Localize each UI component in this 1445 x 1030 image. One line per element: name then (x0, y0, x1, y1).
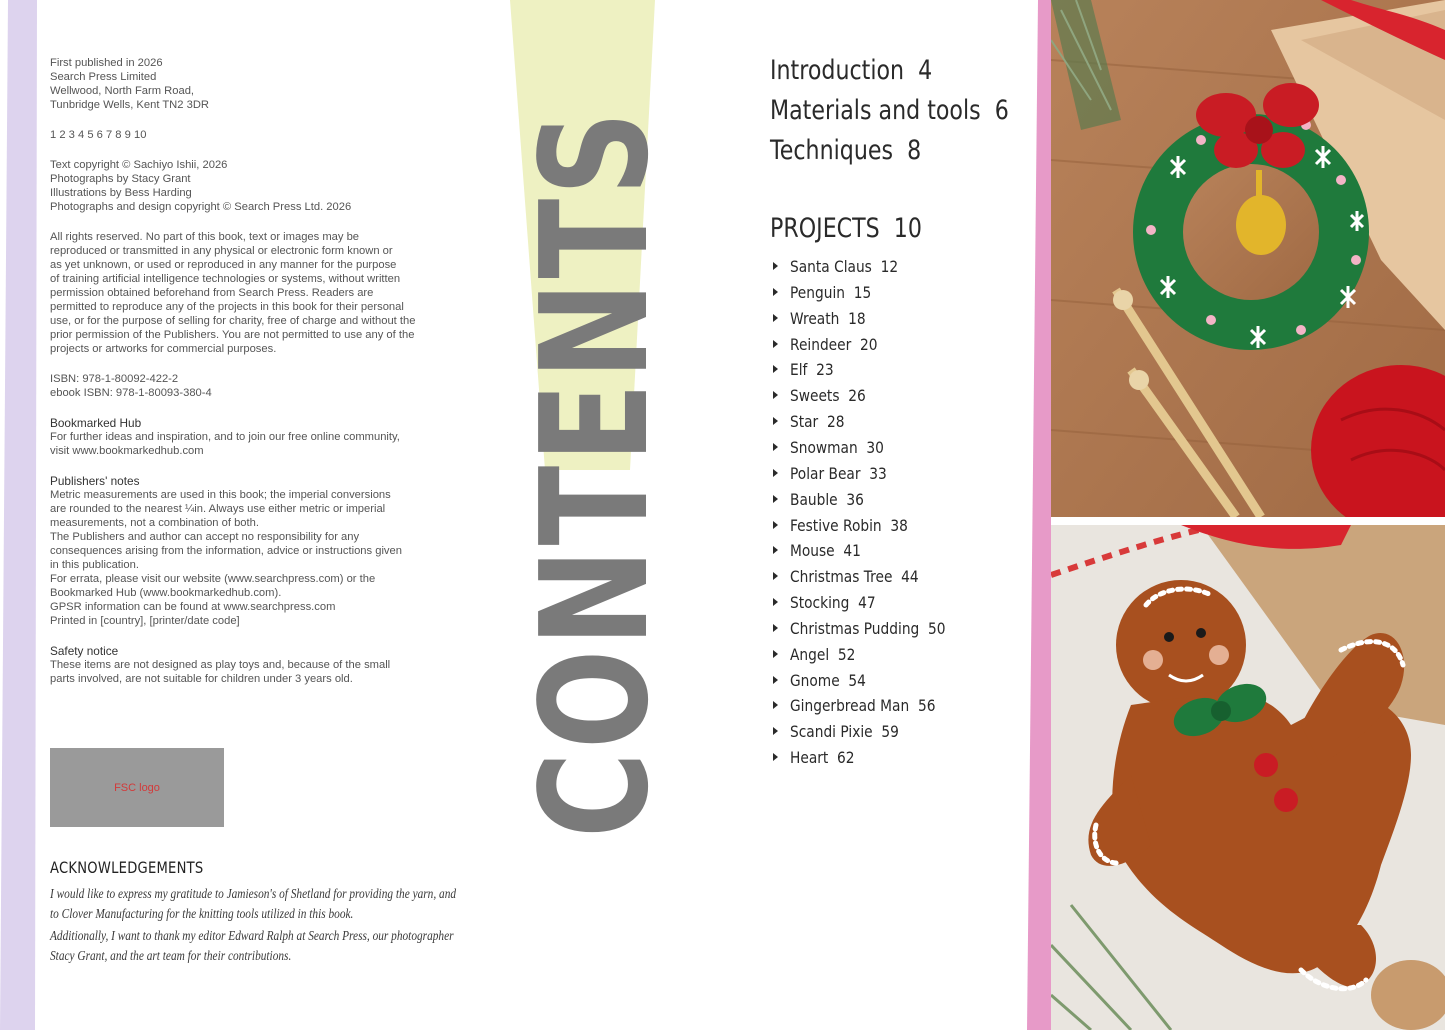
toc-project-label (790, 619, 946, 638)
toc-project-title: Gnome (790, 670, 840, 690)
toc-project-label (790, 490, 864, 509)
triangle-bullet-icon (773, 288, 778, 296)
toc-project-label (790, 386, 866, 405)
toc-project-page: 15 (853, 282, 872, 302)
toc-project-label (790, 671, 866, 690)
triangle-bullet-icon (773, 443, 778, 451)
toc-project-page: 59 (881, 722, 899, 742)
toc-project-title: Angel (790, 644, 830, 664)
toc-project-label (790, 541, 861, 560)
triangle-bullet-icon (773, 650, 778, 658)
acknowledgements-paragraph: I would like to express my gratitude to Jamieson's of Shetland for providing the yarn, and to Clover Manufacturing for the knitting tools utilized in this book. (50, 886, 457, 921)
toc-project-label (790, 696, 935, 715)
toc-project-title: Mouse (790, 541, 835, 561)
toc-project-page: 12 (880, 257, 899, 276)
toc-project-title: Bauble (790, 489, 838, 509)
triangle-bullet-icon (773, 701, 778, 709)
acknowledgements-paragraph: Additionally, I want to thank my editor Edward Ralph at Search Press, our photographer Stacy Grant, and the art team for their contributions. (50, 928, 454, 963)
toc-project-page: 54 (848, 670, 866, 690)
toc-project-label (790, 593, 876, 612)
toc-project-title: Snowman (790, 437, 858, 457)
toc-project-label (790, 645, 855, 664)
publisher-address: First published in 2026 Search Press Limited Wellwood, North Farm Road, Tunbridge Wells, Kent TN2 3DR (50, 57, 209, 111)
triangle-bullet-icon (773, 365, 778, 373)
toc-project-label (790, 283, 871, 302)
triangle-bullet-icon (773, 572, 778, 580)
triangle-bullet-icon (773, 417, 778, 425)
contents-vertical-title: CONTENTS (509, 108, 681, 838)
toc-project-label (790, 257, 898, 276)
toc-project-label (790, 438, 884, 457)
toc-project-page: 18 (848, 308, 866, 328)
toc-project-page: 20 (860, 334, 878, 354)
toc-entry-introduction[interactable]: Introduction 4 (770, 55, 933, 86)
fsc-logo-placeholder: FSC logo (50, 748, 224, 827)
toc-entry-materials-and-tools[interactable]: Materials and tools 6 (770, 95, 1009, 126)
printing-line: 1 2 3 4 5 6 7 8 9 10 (50, 129, 147, 141)
toc-project-label (790, 567, 919, 586)
gingerbread-man-photo (1051, 525, 1445, 1030)
toc-project-title: Gingerbread Man (790, 696, 910, 716)
toc-project-label (790, 464, 887, 483)
triangle-bullet-icon (773, 469, 778, 477)
triangle-bullet-icon (773, 314, 778, 322)
toc-project-page: 26 (848, 386, 866, 406)
toc-project-label (790, 309, 866, 328)
acknowledgements-body (50, 884, 463, 968)
triangle-bullet-icon (773, 753, 778, 761)
toc-project-label (790, 412, 844, 431)
triangle-bullet-icon (773, 598, 778, 606)
toc-entry-techniques[interactable]: Techniques 8 (770, 135, 922, 166)
toc-project-title: Star (790, 412, 819, 432)
toc-project-title: Wreath (790, 308, 840, 328)
toc-project-label (790, 360, 834, 379)
toc-project-title: Penguin (790, 282, 845, 302)
toc-project-title: Stocking (790, 593, 850, 613)
toc-project-label (790, 516, 908, 535)
lavender-edge-strip (0, 0, 37, 1030)
toc-project-page: 30 (866, 437, 884, 457)
triangle-bullet-icon (773, 340, 778, 348)
toc-project-page: 47 (858, 593, 876, 613)
rights-notice: All rights reserved. No part of this book, text or images may be reproduced or transmitted in any physical or electronic form known or as yet unknown, or used or reproduced in any manner for the purpose of training artificial intelligence technologies or systems, without written permission obtained beforehand from Search Press. Readers are permitted to reproduce any of the projects in this book for their personal use, or for the purpose of selling for charity, free of charge and without the prior permission of the Publishers. You are not permitted to use any of the projects or artworks for commercial purposes. (50, 231, 416, 355)
toc-project-page: 38 (890, 515, 908, 535)
toc-project-page: 52 (837, 644, 856, 664)
triangle-bullet-icon (773, 391, 778, 399)
toc-project-title: Christmas Pudding (790, 618, 920, 638)
toc-project-title: Polar Bear (790, 463, 861, 483)
toc-project-page: 62 (837, 748, 855, 768)
toc-project-page: 56 (917, 696, 936, 716)
toc-project-label (790, 722, 899, 741)
safety-notice: Safety notice These items are not designed as play toys and, because of the small parts involved, are not suitable for children under 3 years old. (50, 644, 391, 685)
wreath-photo (1051, 0, 1445, 517)
acknowledgements-title: ACKNOWLEDGEMENTS (50, 858, 204, 877)
toc-project-title: Scandi Pixie (790, 722, 873, 742)
toc-projects-heading[interactable]: PROJECTS 10 (770, 213, 922, 244)
imprint-column (50, 56, 445, 686)
toc-project-page: 41 (843, 541, 861, 561)
toc-project-page: 23 (816, 360, 834, 380)
triangle-bullet-icon (773, 624, 778, 632)
toc-project-label (790, 335, 878, 354)
triangle-bullet-icon (773, 262, 778, 270)
toc-project-title: Festive Robin (790, 515, 882, 535)
toc-project-title: Reindeer (790, 334, 852, 354)
toc-project-title: Elf (790, 360, 808, 380)
pink-edge-strip (1027, 0, 1051, 1030)
triangle-bullet-icon (773, 521, 778, 529)
triangle-bullet-icon (773, 495, 778, 503)
publishers-notes: Publishers' notes Metric measurements are used in this book; the imperial conversions are rounded to the nearest ¼in. Always use either metric or imperial measurements, not a combination of both. The Publishers and author can accept no responsibility for any consequences arising from the information, advice or instructions given in this publication. For errata, please visit our website (www.searchpress.com) or the Bookmarked Hub (www.bookmarkedhub.com). GPSR information can be found at www.searchpress.com Printed in [country], [printer/date code] (50, 474, 402, 627)
toc-project-page: 44 (901, 567, 919, 587)
toc-project-label (790, 748, 855, 767)
triangle-bullet-icon (773, 546, 778, 554)
toc-project-page: 36 (846, 489, 864, 509)
copyright-block: Text copyright © Sachiyo Ishii, 2026 Photographs by Stacy Grant Illustrations by Bess Harding Photographs and design copyright © Search Press Ltd. 2026 (50, 159, 352, 213)
toc-project-title: Santa Claus (790, 257, 872, 276)
triangle-bullet-icon (773, 727, 778, 735)
toc-project-page: 50 (928, 618, 946, 638)
toc-project-page: 33 (869, 463, 887, 483)
toc-project-title: Sweets (790, 386, 840, 406)
toc-project-title: Christmas Tree (790, 567, 893, 587)
toc-project-title: Heart (790, 748, 829, 768)
triangle-bullet-icon (773, 676, 778, 684)
bookmarked-hub: Bookmarked Hub For further ideas and inspiration, and to join our free online community, visit www.bookmarkedhub.com (50, 416, 400, 457)
isbn-block: ISBN: 978-1-80092-422-2 ebook ISBN: 978-1-80093-380-4 (50, 373, 212, 399)
toc-project-page: 28 (826, 412, 845, 432)
